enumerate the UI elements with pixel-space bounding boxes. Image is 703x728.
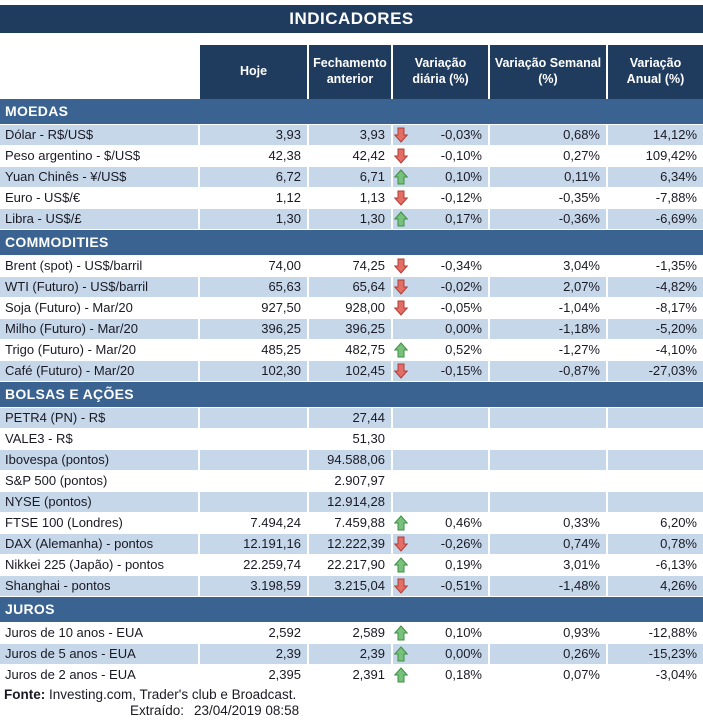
down-arrow-icon	[394, 279, 408, 295]
variacao-anual-value	[608, 408, 703, 428]
variacao-diaria-cell	[393, 256, 488, 276]
variacao-diaria-cell	[393, 277, 488, 297]
fechamento-value: 482,75	[309, 340, 391, 360]
table-row	[0, 450, 703, 470]
table-header	[0, 45, 703, 99]
fechamento-value: 42,42	[309, 146, 391, 166]
up-arrow-icon	[394, 211, 408, 227]
row-label: S&P 500 (pontos)	[0, 471, 198, 491]
table-row	[0, 513, 703, 533]
variacao-semanal-value: -1,18%	[490, 319, 606, 339]
row-label: WTI (Futuro) - US$/barril	[0, 277, 198, 297]
fechamento-value: 1,13	[309, 188, 391, 208]
row-label: Shanghai - pontos	[0, 576, 198, 596]
table-row	[0, 555, 703, 575]
hoje-value	[200, 492, 307, 512]
hoje-value: 7.494,24	[200, 513, 307, 533]
variacao-diaria-cell	[393, 513, 488, 533]
variacao-anual-value	[608, 429, 703, 449]
fechamento-value: 22.217,90	[309, 555, 391, 575]
extracted-line	[0, 703, 703, 719]
down-arrow-icon	[394, 258, 408, 274]
variacao-diaria-cell	[393, 644, 488, 664]
source-text: Investing.com, Trader's club e Broadcast.	[45, 687, 297, 702]
variacao-anual-value: 6,20%	[608, 513, 703, 533]
header-hoje: Hoje	[200, 45, 307, 99]
row-label: Nikkei 225 (Japão) - pontos	[0, 555, 198, 575]
row-label: Brent (spot) - US$/barril	[0, 256, 198, 276]
page-title: INDICADORES	[0, 5, 703, 33]
table-row	[0, 623, 703, 643]
variacao-semanal-value: 0,26%	[490, 644, 606, 664]
variacao-anual-value: -3,04%	[608, 665, 703, 685]
variacao-anual-value: -6,13%	[608, 555, 703, 575]
table-row	[0, 256, 703, 276]
fechamento-value: 6,71	[309, 167, 391, 187]
fechamento-value: 2,39	[309, 644, 391, 664]
table-row	[0, 209, 703, 229]
trend-arrow-slot	[393, 169, 413, 185]
row-label: Peso argentino - $/US$	[0, 146, 198, 166]
table-row	[0, 429, 703, 449]
up-arrow-icon	[394, 646, 408, 662]
fechamento-value: 2,391	[309, 665, 391, 685]
hoje-value: 2,395	[200, 665, 307, 685]
table-row	[0, 492, 703, 512]
variacao-anual-value: -6,69%	[608, 209, 703, 229]
variacao-semanal-value: 0,74%	[490, 534, 606, 554]
variacao-anual-value: -1,35%	[608, 256, 703, 276]
variacao-semanal-value	[490, 408, 606, 428]
trend-arrow-slot	[393, 279, 413, 295]
trend-arrow-slot	[393, 190, 413, 206]
row-label: Ibovespa (pontos)	[0, 450, 198, 470]
hoje-value: 42,38	[200, 146, 307, 166]
hoje-value: 927,50	[200, 298, 307, 318]
variacao-anual-value: 109,42%	[608, 146, 703, 166]
hoje-value	[200, 471, 307, 491]
variacao-diaria-value: -0,12%	[440, 190, 482, 205]
up-arrow-icon	[394, 557, 408, 573]
fechamento-value: 928,00	[309, 298, 391, 318]
variacao-semanal-value	[490, 492, 606, 512]
variacao-diaria-value: -0,51%	[440, 578, 482, 593]
variacao-anual-value: 6,34%	[608, 167, 703, 187]
variacao-anual-value: -12,88%	[608, 623, 703, 643]
variacao-diaria-value: -0,02%	[440, 279, 482, 294]
row-label: Trigo (Futuro) - Mar/20	[0, 340, 198, 360]
down-arrow-icon	[394, 363, 408, 379]
variacao-anual-value	[608, 492, 703, 512]
row-label: Dólar - R$/US$	[0, 125, 198, 145]
variacao-semanal-value: 0,68%	[490, 125, 606, 145]
fechamento-value: 94.588,06	[309, 450, 391, 470]
variacao-diaria-value: 0,00%	[445, 321, 482, 336]
row-label: Yuan Chinês - ¥/US$	[0, 167, 198, 187]
table-row	[0, 408, 703, 428]
variacao-diaria-value: -0,05%	[440, 300, 482, 315]
variacao-anual-value: -15,23%	[608, 644, 703, 664]
hoje-value: 102,30	[200, 361, 307, 381]
variacao-diaria-value: -0,34%	[440, 258, 482, 273]
table-row	[0, 361, 703, 381]
variacao-diaria-cell	[393, 429, 488, 449]
up-arrow-icon	[394, 169, 408, 185]
fechamento-value: 12.914,28	[309, 492, 391, 512]
variacao-semanal-value	[490, 429, 606, 449]
variacao-diaria-cell	[393, 534, 488, 554]
table-row	[0, 188, 703, 208]
hoje-value	[200, 450, 307, 470]
variacao-diaria-cell	[393, 167, 488, 187]
trend-arrow-slot	[393, 625, 413, 641]
variacao-semanal-value	[490, 471, 606, 491]
trend-arrow-slot	[393, 515, 413, 531]
variacao-diaria-cell	[393, 408, 488, 428]
source-label: Fonte:	[4, 687, 46, 702]
trend-arrow-slot	[393, 363, 413, 379]
row-label: NYSE (pontos)	[0, 492, 198, 512]
header-variacao-semanal: Variação Semanal (%)	[490, 45, 606, 99]
fechamento-value: 74,25	[309, 256, 391, 276]
table-body	[0, 99, 703, 685]
extracted-timestamp: 23/04/2019 08:58	[194, 703, 300, 718]
trend-arrow-slot	[393, 342, 413, 358]
table-row	[0, 340, 703, 360]
row-label: Soja (Futuro) - Mar/20	[0, 298, 198, 318]
fechamento-value: 3,93	[309, 125, 391, 145]
variacao-semanal-value: 0,11%	[490, 167, 606, 187]
up-arrow-icon	[394, 625, 408, 641]
variacao-semanal-value: 0,07%	[490, 665, 606, 685]
variacao-diaria-cell	[393, 340, 488, 360]
row-label: Café (Futuro) - Mar/20	[0, 361, 198, 381]
variacao-diaria-value: 0,00%	[445, 646, 482, 661]
fechamento-value: 7.459,88	[309, 513, 391, 533]
variacao-semanal-value: 2,07%	[490, 277, 606, 297]
fechamento-value: 1,30	[309, 209, 391, 229]
hoje-value: 3,93	[200, 125, 307, 145]
variacao-diaria-cell	[393, 471, 488, 491]
variacao-diaria-cell	[393, 492, 488, 512]
trend-arrow-slot	[393, 258, 413, 274]
trend-arrow-slot	[393, 211, 413, 227]
variacao-anual-value: -4,82%	[608, 277, 703, 297]
fechamento-value: 51,30	[309, 429, 391, 449]
fechamento-value: 396,25	[309, 319, 391, 339]
variacao-semanal-value: -0,36%	[490, 209, 606, 229]
section-band-moedas: MOEDAS	[0, 99, 703, 124]
footer	[0, 687, 703, 719]
variacao-semanal-value	[490, 450, 606, 470]
down-arrow-icon	[394, 190, 408, 206]
variacao-diaria-value: 0,17%	[445, 211, 482, 226]
row-label: DAX (Alemanha) - pontos	[0, 534, 198, 554]
hoje-value: 396,25	[200, 319, 307, 339]
table-row	[0, 146, 703, 166]
variacao-diaria-cell	[393, 146, 488, 166]
variacao-diaria-cell	[393, 450, 488, 470]
hoje-value: 22.259,74	[200, 555, 307, 575]
row-label: VALE3 - R$	[0, 429, 198, 449]
row-label: Juros de 2 anos - EUA	[0, 665, 198, 685]
down-arrow-icon	[394, 148, 408, 164]
variacao-semanal-value: 0,33%	[490, 513, 606, 533]
variacao-anual-value: -4,10%	[608, 340, 703, 360]
table-row	[0, 576, 703, 596]
hoje-value: 65,63	[200, 277, 307, 297]
hoje-value: 485,25	[200, 340, 307, 360]
variacao-diaria-cell	[393, 188, 488, 208]
fechamento-value: 2.907,97	[309, 471, 391, 491]
table-row	[0, 319, 703, 339]
up-arrow-icon	[394, 342, 408, 358]
variacao-anual-value	[608, 450, 703, 470]
variacao-diaria-cell	[393, 361, 488, 381]
hoje-value: 2,592	[200, 623, 307, 643]
variacao-semanal-value: -0,87%	[490, 361, 606, 381]
variacao-diaria-cell	[393, 125, 488, 145]
trend-arrow-slot	[393, 536, 413, 552]
trend-arrow-slot	[393, 127, 413, 143]
fechamento-value: 65,64	[309, 277, 391, 297]
variacao-diaria-cell	[393, 298, 488, 318]
variacao-anual-value: -7,88%	[608, 188, 703, 208]
variacao-anual-value	[608, 471, 703, 491]
row-label: FTSE 100 (Londres)	[0, 513, 198, 533]
variacao-anual-value: 14,12%	[608, 125, 703, 145]
table-row	[0, 277, 703, 297]
hoje-value: 1,30	[200, 209, 307, 229]
variacao-semanal-value: 3,01%	[490, 555, 606, 575]
down-arrow-icon	[394, 578, 408, 594]
variacao-diaria-value: -0,26%	[440, 536, 482, 551]
variacao-diaria-value: 0,52%	[445, 342, 482, 357]
up-arrow-icon	[394, 667, 408, 683]
variacao-diaria-value: 0,46%	[445, 515, 482, 530]
hoje-value: 74,00	[200, 256, 307, 276]
trend-arrow-slot	[393, 578, 413, 594]
table-row	[0, 298, 703, 318]
variacao-semanal-value: 0,93%	[490, 623, 606, 643]
trend-arrow-slot	[393, 557, 413, 573]
up-arrow-icon	[394, 515, 408, 531]
variacao-diaria-cell	[393, 209, 488, 229]
row-label: Libra - US$/£	[0, 209, 198, 229]
variacao-diaria-value: 0,10%	[445, 625, 482, 640]
row-label: Juros de 10 anos - EUA	[0, 623, 198, 643]
variacao-anual-value: 4,26%	[608, 576, 703, 596]
source-line	[0, 687, 703, 703]
trend-arrow-slot	[393, 646, 413, 662]
table-row	[0, 534, 703, 554]
variacao-diaria-cell	[393, 319, 488, 339]
variacao-diaria-cell	[393, 623, 488, 643]
variacao-anual-value: -27,03%	[608, 361, 703, 381]
hoje-value: 12.191,16	[200, 534, 307, 554]
variacao-anual-value: 0,78%	[608, 534, 703, 554]
table-row	[0, 665, 703, 685]
header-variacao-anual: Variação Anual (%)	[608, 45, 703, 99]
indicators-report	[0, 5, 703, 728]
down-arrow-icon	[394, 536, 408, 552]
section-band-commodities: COMMODITIES	[0, 230, 703, 255]
variacao-diaria-value: -0,15%	[440, 363, 482, 378]
hoje-value: 6,72	[200, 167, 307, 187]
fechamento-value: 2,589	[309, 623, 391, 643]
variacao-anual-value: -8,17%	[608, 298, 703, 318]
header-empty-cell	[0, 45, 198, 99]
fechamento-value: 27,44	[309, 408, 391, 428]
table-row	[0, 167, 703, 187]
trend-arrow-slot	[393, 667, 413, 683]
extracted-label: Extraído:	[130, 703, 185, 718]
variacao-diaria-cell	[393, 555, 488, 575]
variacao-anual-value: -5,20%	[608, 319, 703, 339]
fechamento-value: 102,45	[309, 361, 391, 381]
variacao-semanal-value: -0,35%	[490, 188, 606, 208]
hoje-value	[200, 429, 307, 449]
table-row	[0, 125, 703, 145]
variacao-diaria-value: 0,18%	[445, 667, 482, 682]
variacao-semanal-value: 3,04%	[490, 256, 606, 276]
down-arrow-icon	[394, 127, 408, 143]
section-band-juros: JUROS	[0, 597, 703, 622]
variacao-diaria-value: 0,19%	[445, 557, 482, 572]
variacao-semanal-value: -1,48%	[490, 576, 606, 596]
row-label: PETR4 (PN) - R$	[0, 408, 198, 428]
row-label: Juros de 5 anos - EUA	[0, 644, 198, 664]
hoje-value: 2,39	[200, 644, 307, 664]
down-arrow-icon	[394, 300, 408, 316]
variacao-diaria-value: -0,10%	[440, 148, 482, 163]
hoje-value	[200, 408, 307, 428]
fechamento-value: 3.215,04	[309, 576, 391, 596]
header-fechamento-anterior: Fechamento anterior	[309, 45, 391, 99]
variacao-semanal-value: 0,27%	[490, 146, 606, 166]
variacao-semanal-value: -1,27%	[490, 340, 606, 360]
variacao-diaria-cell	[393, 665, 488, 685]
hoje-value: 1,12	[200, 188, 307, 208]
variacao-diaria-value: 0,10%	[445, 169, 482, 184]
trend-arrow-slot	[393, 300, 413, 316]
row-label: Euro - US$/€	[0, 188, 198, 208]
variacao-semanal-value: -1,04%	[490, 298, 606, 318]
header-variacao-diaria: Variação diária (%)	[393, 45, 488, 99]
trend-arrow-slot	[393, 148, 413, 164]
row-label: Milho (Futuro) - Mar/20	[0, 319, 198, 339]
variacao-diaria-value: -0,03%	[440, 127, 482, 142]
table-row	[0, 471, 703, 491]
variacao-diaria-cell	[393, 576, 488, 596]
table-row	[0, 644, 703, 664]
section-band-bolsas-e-a-es: BOLSAS E AÇÕES	[0, 382, 703, 407]
hoje-value: 3.198,59	[200, 576, 307, 596]
fechamento-value: 12.222,39	[309, 534, 391, 554]
